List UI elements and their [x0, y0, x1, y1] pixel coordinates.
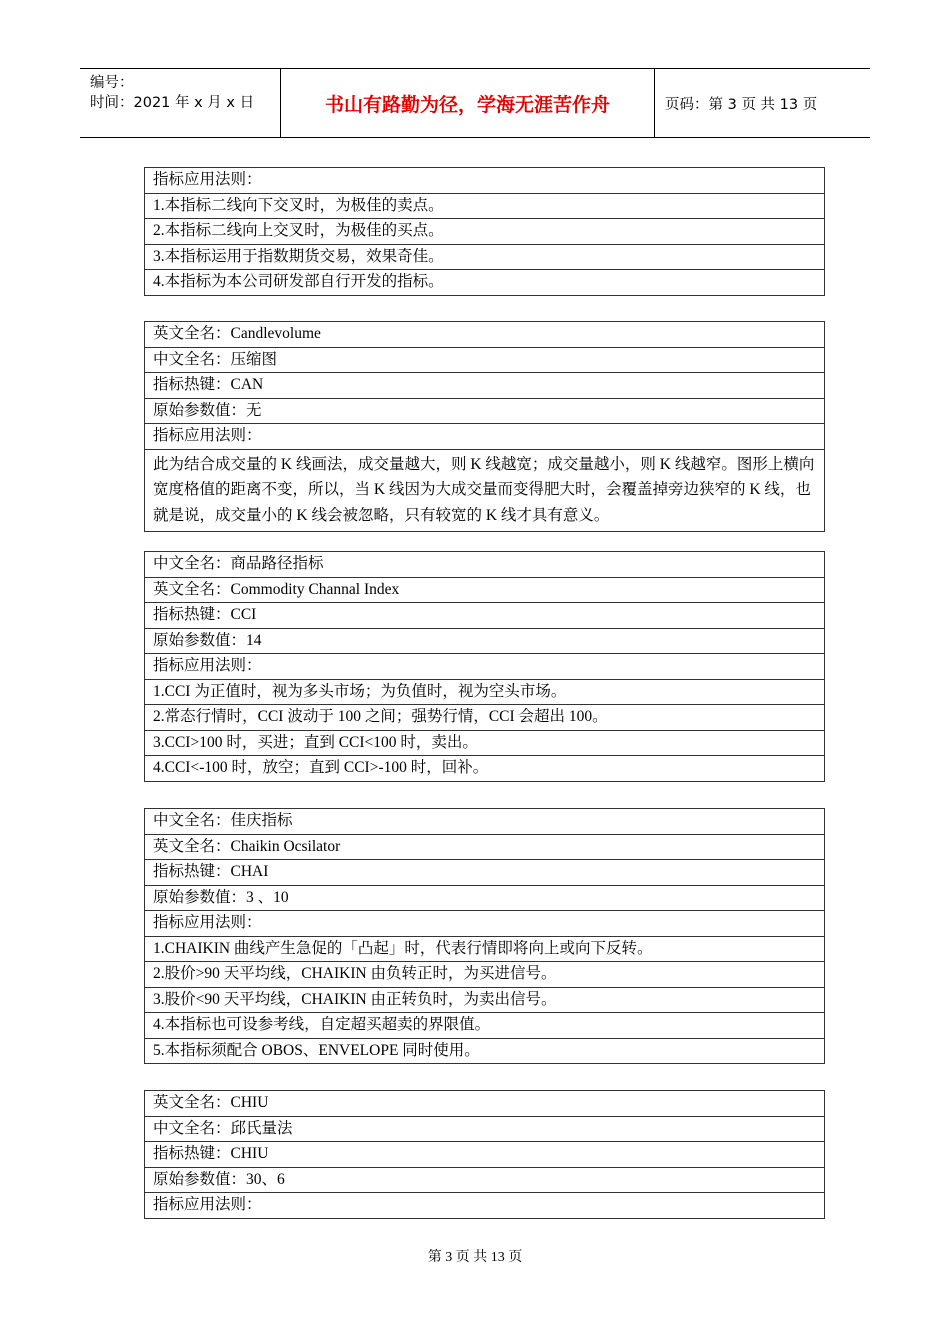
- table-row: 中文全名：佳庆指标: [145, 809, 825, 835]
- table-row: 中文全名：邱氏量法: [145, 1116, 825, 1142]
- indicator-table-chai: [144, 808, 825, 1064]
- table-row: 指标应用法则：: [145, 911, 825, 937]
- table-row: 指标热键：CHAI: [145, 860, 825, 886]
- table-row: 指标应用法则：: [145, 1193, 825, 1219]
- table-row: 中文全名：压缩图: [145, 347, 825, 373]
- table-row: 英文全名：Commodity Channal Index: [145, 577, 825, 603]
- table-row: 2.本指标二线向上交叉时，为极佳的买点。: [145, 219, 825, 245]
- table-row: 4.本指标也可设参考线，自定超买超卖的界限值。: [145, 1013, 825, 1039]
- table-row: 2.常态行情时，CCI 波动于 100 之间；强势行情，CCI 会超出 100。: [145, 705, 825, 731]
- table-row: 1.CHAIKIN 曲线产生急促的「凸起」时，代表行情即将向上或向下反转。: [145, 936, 825, 962]
- indicator-table-chiu: [144, 1090, 825, 1219]
- table-row: 指标应用法则：: [145, 424, 825, 450]
- table-row: 1.CCI 为正值时，视为多头市场；为负值时，视为空头市场。: [145, 679, 825, 705]
- header-motto: 书山有路勤为径，学海无涯苦作舟: [281, 69, 655, 137]
- table-row: 英文全名：CHIU: [145, 1091, 825, 1117]
- table-row: 原始参数值：无: [145, 398, 825, 424]
- table-row: 3.本指标运用于指数期货交易，效果奇佳。: [145, 244, 825, 270]
- table-row: 指标热键：CAN: [145, 373, 825, 399]
- table-row: 指标应用法则：: [145, 654, 825, 680]
- table-row: 中文全名：商品路径指标: [145, 552, 825, 578]
- indicator-table-1: [144, 167, 825, 296]
- table-row: 指标应用法则：: [145, 168, 825, 194]
- table-row: 原始参数值：30、6: [145, 1167, 825, 1193]
- table-row: 指标热键：CHIU: [145, 1142, 825, 1168]
- table-row: 5.本指标须配合 OBOS、ENVELOPE 同时使用。: [145, 1038, 825, 1064]
- header-page-label: 页码：第 3 页 共 13 页: [665, 96, 818, 113]
- indicator-table-cci: [144, 551, 825, 782]
- table-row: 英文全名：Candlevolume: [145, 322, 825, 348]
- table-row: 4.CCI<-100 时，放空；直到 CCI>-100 时，回补。: [145, 756, 825, 782]
- table-row: 原始参数值：3 、10: [145, 885, 825, 911]
- page-footer: 第 3 页 共 13 页: [427, 1250, 523, 1265]
- table-row: 2.股价>90 天平均线，CHAIKIN 由负转正时，为买进信号。: [145, 962, 825, 988]
- table-row: 英文全名：Chaikin Ocsilator: [145, 834, 825, 860]
- table-row: 原始参数值：14: [145, 628, 825, 654]
- table-row: 1.本指标二线向下交叉时，为极佳的卖点。: [145, 193, 825, 219]
- page-header: [80, 68, 870, 138]
- header-meta: [80, 69, 281, 137]
- table-row: 指标热键：CCI: [145, 603, 825, 629]
- table-row-description: 此为结合成交量的 K 线画法，成交量越大，则 K 线越宽；成交量越小，则 K 线越窄。图形上横向宽度格值的距离不变，所以，当 K 线因为大成交量而变得肥大时，会覆盖掉旁边狭窄的 K 线，也就是说，成交量小的 K 线会被忽略，只有较宽的 K 线才具有意义。: [145, 449, 825, 532]
- table-row: 3.CCI>100 时，买进；直到 CCI<100 时，卖出。: [145, 730, 825, 756]
- table-row: 4.本指标为本公司研发部自行开发的指标。: [145, 270, 825, 296]
- document-number-label: 编号：: [90, 75, 134, 91]
- indicator-table-can: [144, 321, 825, 532]
- table-row: 3.股价<90 天平均线，CHAIKIN 由正转负时，为卖出信号。: [145, 987, 825, 1013]
- document-time-label: 时间：2021 年 x 月 x 日: [90, 95, 255, 111]
